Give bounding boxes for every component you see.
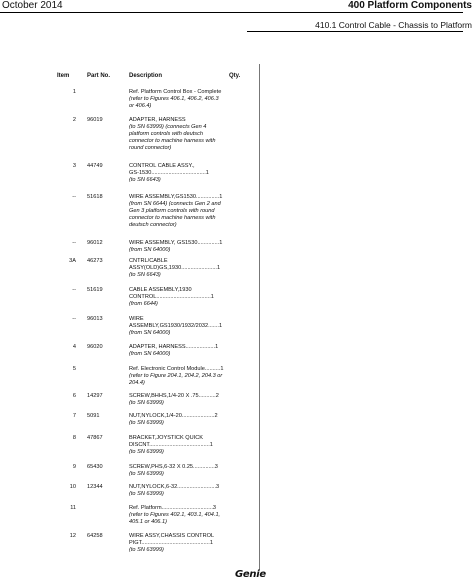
item-number: 5 — [72, 366, 76, 372]
header-date: October 2014 — [2, 0, 63, 11]
description-line: GS-1530...................................1 — [129, 170, 209, 176]
description-line: CABLE ASSEMBLY,1930 — [129, 287, 192, 293]
part-description — [129, 287, 247, 308]
description-note: connector to machine harness with — [129, 138, 216, 144]
part-description — [129, 393, 247, 407]
description-line: CONTROL...................................1 — [129, 294, 214, 300]
part-number: 64258 — [87, 533, 103, 539]
part-description — [129, 163, 247, 184]
description-line: CNTRL/CABLE — [129, 258, 168, 264]
description-line: NUT,NYLOCK,1/4-20.....................2 — [129, 413, 218, 419]
item-number: 2 — [72, 117, 76, 123]
description-line: PIGT............................................1 — [129, 540, 213, 546]
description-note: 405.1 or 406.1) — [129, 519, 167, 525]
part-description — [129, 505, 247, 526]
part-number: 46273 — [87, 258, 103, 264]
item-number: -- — [72, 194, 76, 200]
description-line: SCREW,PHS,6-32 X 0.25..............3 — [129, 464, 218, 470]
description-line: WIRE ASSEMBLY, GS1530..............1 — [129, 240, 223, 246]
part-description — [129, 464, 247, 478]
description-note: (refer to Figures 402.1, 403.1, 404.1, — [129, 512, 221, 518]
column-header-qty: Qty. — [229, 73, 241, 79]
item-number: 3 — [72, 163, 76, 169]
part-number: 96012 — [87, 240, 103, 246]
description-note: (to SN 6643) — [129, 177, 161, 183]
column-header-description: Description — [129, 73, 163, 79]
item-number: 4 — [72, 344, 76, 350]
description-note: (to SN 63999) (connects Gen 4 — [129, 124, 207, 130]
description-note: 204.4) — [129, 380, 145, 386]
item-number: 9 — [72, 464, 76, 470]
description-line: CONTROL CABLE ASSY., — [129, 163, 195, 169]
part-description — [129, 89, 247, 110]
description-line: ADAPTER, HARNESS — [129, 117, 186, 123]
part-description — [129, 344, 247, 358]
part-description — [129, 366, 247, 387]
description-note: (refer to Figure 204.1, 204.2, 204.3 or — [129, 373, 223, 379]
item-number: 12 — [69, 533, 76, 539]
description-note: (to SN 63999) — [129, 491, 164, 497]
item-number: -- — [72, 316, 76, 322]
description-line: WIRE ASSY,CHASSIS CONTROL — [129, 533, 215, 539]
item-number: 11 — [70, 505, 76, 511]
part-description — [129, 258, 247, 279]
description-note: connector to machine harness with — [129, 215, 216, 221]
part-description — [129, 484, 247, 498]
description-note: (to SN 63999) — [129, 420, 164, 426]
part-number: 51618 — [87, 194, 103, 200]
description-note: (from 6644) — [129, 301, 158, 307]
part-description — [129, 240, 247, 254]
column-header-item: Item — [57, 73, 70, 79]
description-line: ADAPTER, HARNESS...................1 — [129, 344, 219, 350]
part-number: 51619 — [87, 287, 103, 293]
part-number: 44749 — [87, 163, 103, 169]
description-note: (refer to Figures 406.1, 406.2, 406.3 — [129, 96, 219, 102]
description-line: BRACKET,JOYSTICK QUICK — [129, 435, 203, 441]
header-rule — [0, 12, 463, 13]
part-description — [129, 413, 247, 427]
description-line: Ref. Platform Control Box - Complete — [129, 89, 222, 95]
part-number: 96013 — [87, 316, 103, 322]
part-number: 47867 — [87, 435, 103, 441]
description-line: DISCNT.......................................1 — [129, 442, 213, 448]
description-note: deutsch connector) — [129, 222, 177, 228]
part-description — [129, 435, 247, 456]
description-note: (to SN 63999) — [129, 400, 164, 406]
part-description — [129, 533, 247, 554]
item-number: 7 — [72, 413, 76, 419]
part-description — [129, 194, 247, 229]
description-line: Ref. Electronic Control Module..........1 — [129, 366, 224, 372]
item-number: -- — [72, 287, 76, 293]
item-number: -- — [72, 240, 76, 246]
description-note: or 406.4) — [129, 103, 152, 109]
description-note: (from SN 64000) — [129, 330, 171, 336]
description-line: NUT,NYLOCK,6-32.........................3 — [129, 484, 220, 490]
description-note: Gen 3 platform controls with round — [129, 208, 215, 214]
description-note: platform controls with deutsch — [129, 131, 203, 137]
part-number: 96020 — [87, 344, 103, 350]
description-note: (to SN 63999) — [129, 471, 164, 477]
column-divider — [259, 64, 260, 570]
description-line: SCREW,BHHS,1/4-20 X .75...........2 — [129, 393, 219, 399]
description-line: WIRE ASSEMBLY,GS1530...............1 — [129, 194, 223, 200]
description-line: Ref. Platform.................................3 — [129, 505, 217, 511]
description-note: (from SN 64000) — [129, 247, 171, 253]
description-note: round connector) — [129, 145, 172, 151]
description-note: (from SN 64000) — [129, 351, 171, 357]
description-line: ASSY(OLD)GS,1930.......................1 — [129, 265, 221, 271]
part-description — [129, 117, 247, 152]
part-number: 96019 — [87, 117, 103, 123]
description-note: (to SN 63999) — [129, 547, 164, 553]
header-title: 400 Platform Components — [348, 0, 472, 11]
genie-logo: Genie — [235, 569, 266, 580]
item-number: 1 — [72, 89, 76, 95]
section-rule — [247, 31, 463, 32]
item-number: 6 — [72, 393, 76, 399]
description-note: (from SN 6644) (connects Gen 2 and — [129, 201, 221, 207]
description-line: ASSEMBLY,GS1930/1932/2032.......1 — [129, 323, 223, 329]
part-number: 14297 — [87, 393, 103, 399]
item-number: 10 — [69, 484, 76, 490]
item-number: 3A — [69, 258, 76, 264]
part-number: 12344 — [87, 484, 103, 490]
description-line: WIRE — [129, 316, 144, 322]
part-description — [129, 316, 247, 337]
column-header-part: Part No. — [87, 73, 111, 79]
section-title: 410.1 Control Cable - Chassis to Platform — [315, 20, 472, 30]
description-note: (to SN 6643) — [129, 272, 161, 278]
part-number: 5091 — [87, 413, 100, 419]
part-number: 65430 — [87, 464, 103, 470]
description-note: (to SN 63999) — [129, 449, 164, 455]
item-number: 8 — [72, 435, 76, 441]
